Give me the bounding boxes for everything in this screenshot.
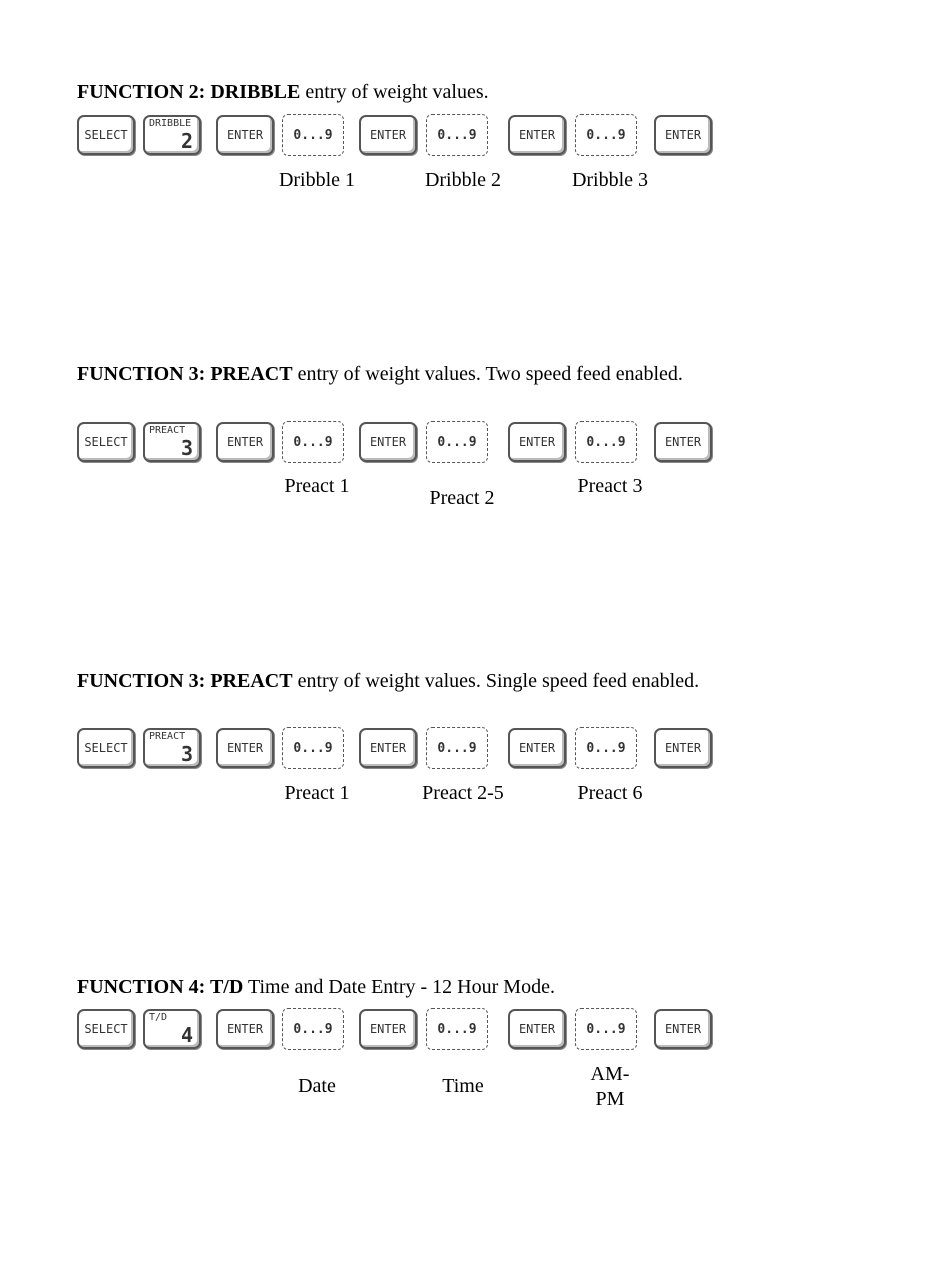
function-3-two-speed-section: [77, 362, 737, 509]
entry-label: Dribble 1: [278, 169, 356, 191]
digits-entry: 0...9: [282, 1008, 344, 1050]
enter-key: ENTER: [359, 728, 417, 768]
entry-label: AM-PM: [590, 1063, 630, 1110]
enter-key: ENTER: [654, 422, 712, 462]
digits-entry: 0...9: [575, 727, 637, 769]
enter-key: ENTER: [216, 728, 274, 768]
entry-label: Time: [442, 1075, 484, 1097]
time-date-key: T/D 4: [143, 1009, 201, 1049]
enter-key: ENTER: [216, 1009, 274, 1049]
digits-entry: 0...9: [282, 727, 344, 769]
enter-key: ENTER: [654, 728, 712, 768]
enter-key: ENTER: [359, 115, 417, 155]
enter-key: ENTER: [654, 115, 712, 155]
entry-label: Preact 1: [284, 475, 350, 497]
digits-entry: 0...9: [426, 727, 488, 769]
enter-key: ENTER: [508, 422, 566, 462]
key-sequence: [77, 115, 717, 161]
entry-label: Date: [298, 1075, 336, 1097]
key-sequence: [77, 422, 717, 468]
entry-label: Preact 3: [577, 475, 643, 497]
preact-key: PREACT 3: [143, 728, 201, 768]
entry-label: Dribble 3: [571, 169, 649, 191]
function-4-section: [77, 975, 737, 1110]
entry-label: Dribble 2: [424, 169, 502, 191]
entry-label: Preact 2: [429, 487, 495, 509]
enter-key: ENTER: [216, 115, 274, 155]
key-sequence: [77, 728, 717, 774]
enter-key: ENTER: [508, 1009, 566, 1049]
section-heading: FUNCTION 2: DRIBBLE entry of weight values.: [77, 81, 489, 103]
enter-key: ENTER: [359, 1009, 417, 1049]
digits-entry: 0...9: [575, 421, 637, 463]
select-key: SELECT: [77, 1009, 135, 1049]
key-sequence: [77, 1009, 717, 1055]
select-key: SELECT: [77, 422, 135, 462]
enter-key: ENTER: [508, 115, 566, 155]
digits-entry: 0...9: [575, 1008, 637, 1050]
digits-entry: 0...9: [426, 1008, 488, 1050]
digits-entry: 0...9: [426, 114, 488, 156]
section-heading: FUNCTION 4: T/D Time and Date Entry - 12 Hour Mode.: [77, 976, 555, 998]
dribble-key: DRIBBLE 2: [143, 115, 201, 155]
digits-entry: 0...9: [575, 114, 637, 156]
select-key: SELECT: [77, 115, 135, 155]
digits-entry: 0...9: [282, 114, 344, 156]
function-3-single-speed-section: [77, 669, 737, 804]
preact-key: PREACT 3: [143, 422, 201, 462]
digits-entry: 0...9: [426, 421, 488, 463]
enter-key: ENTER: [654, 1009, 712, 1049]
section-heading: FUNCTION 3: PREACT entry of weight values. Single speed feed enabled.: [77, 670, 700, 692]
function-2-section: [77, 80, 737, 191]
digits-entry: 0...9: [282, 421, 344, 463]
section-heading: FUNCTION 3: PREACT entry of weight values. Two speed feed enabled.: [77, 363, 683, 385]
enter-key: ENTER: [508, 728, 566, 768]
entry-label: Preact 6: [577, 782, 643, 804]
enter-key: ENTER: [359, 422, 417, 462]
select-key: SELECT: [77, 728, 135, 768]
enter-key: ENTER: [216, 422, 274, 462]
entry-label: Preact 2-5: [422, 782, 504, 804]
entry-label: Preact 1: [284, 782, 350, 804]
